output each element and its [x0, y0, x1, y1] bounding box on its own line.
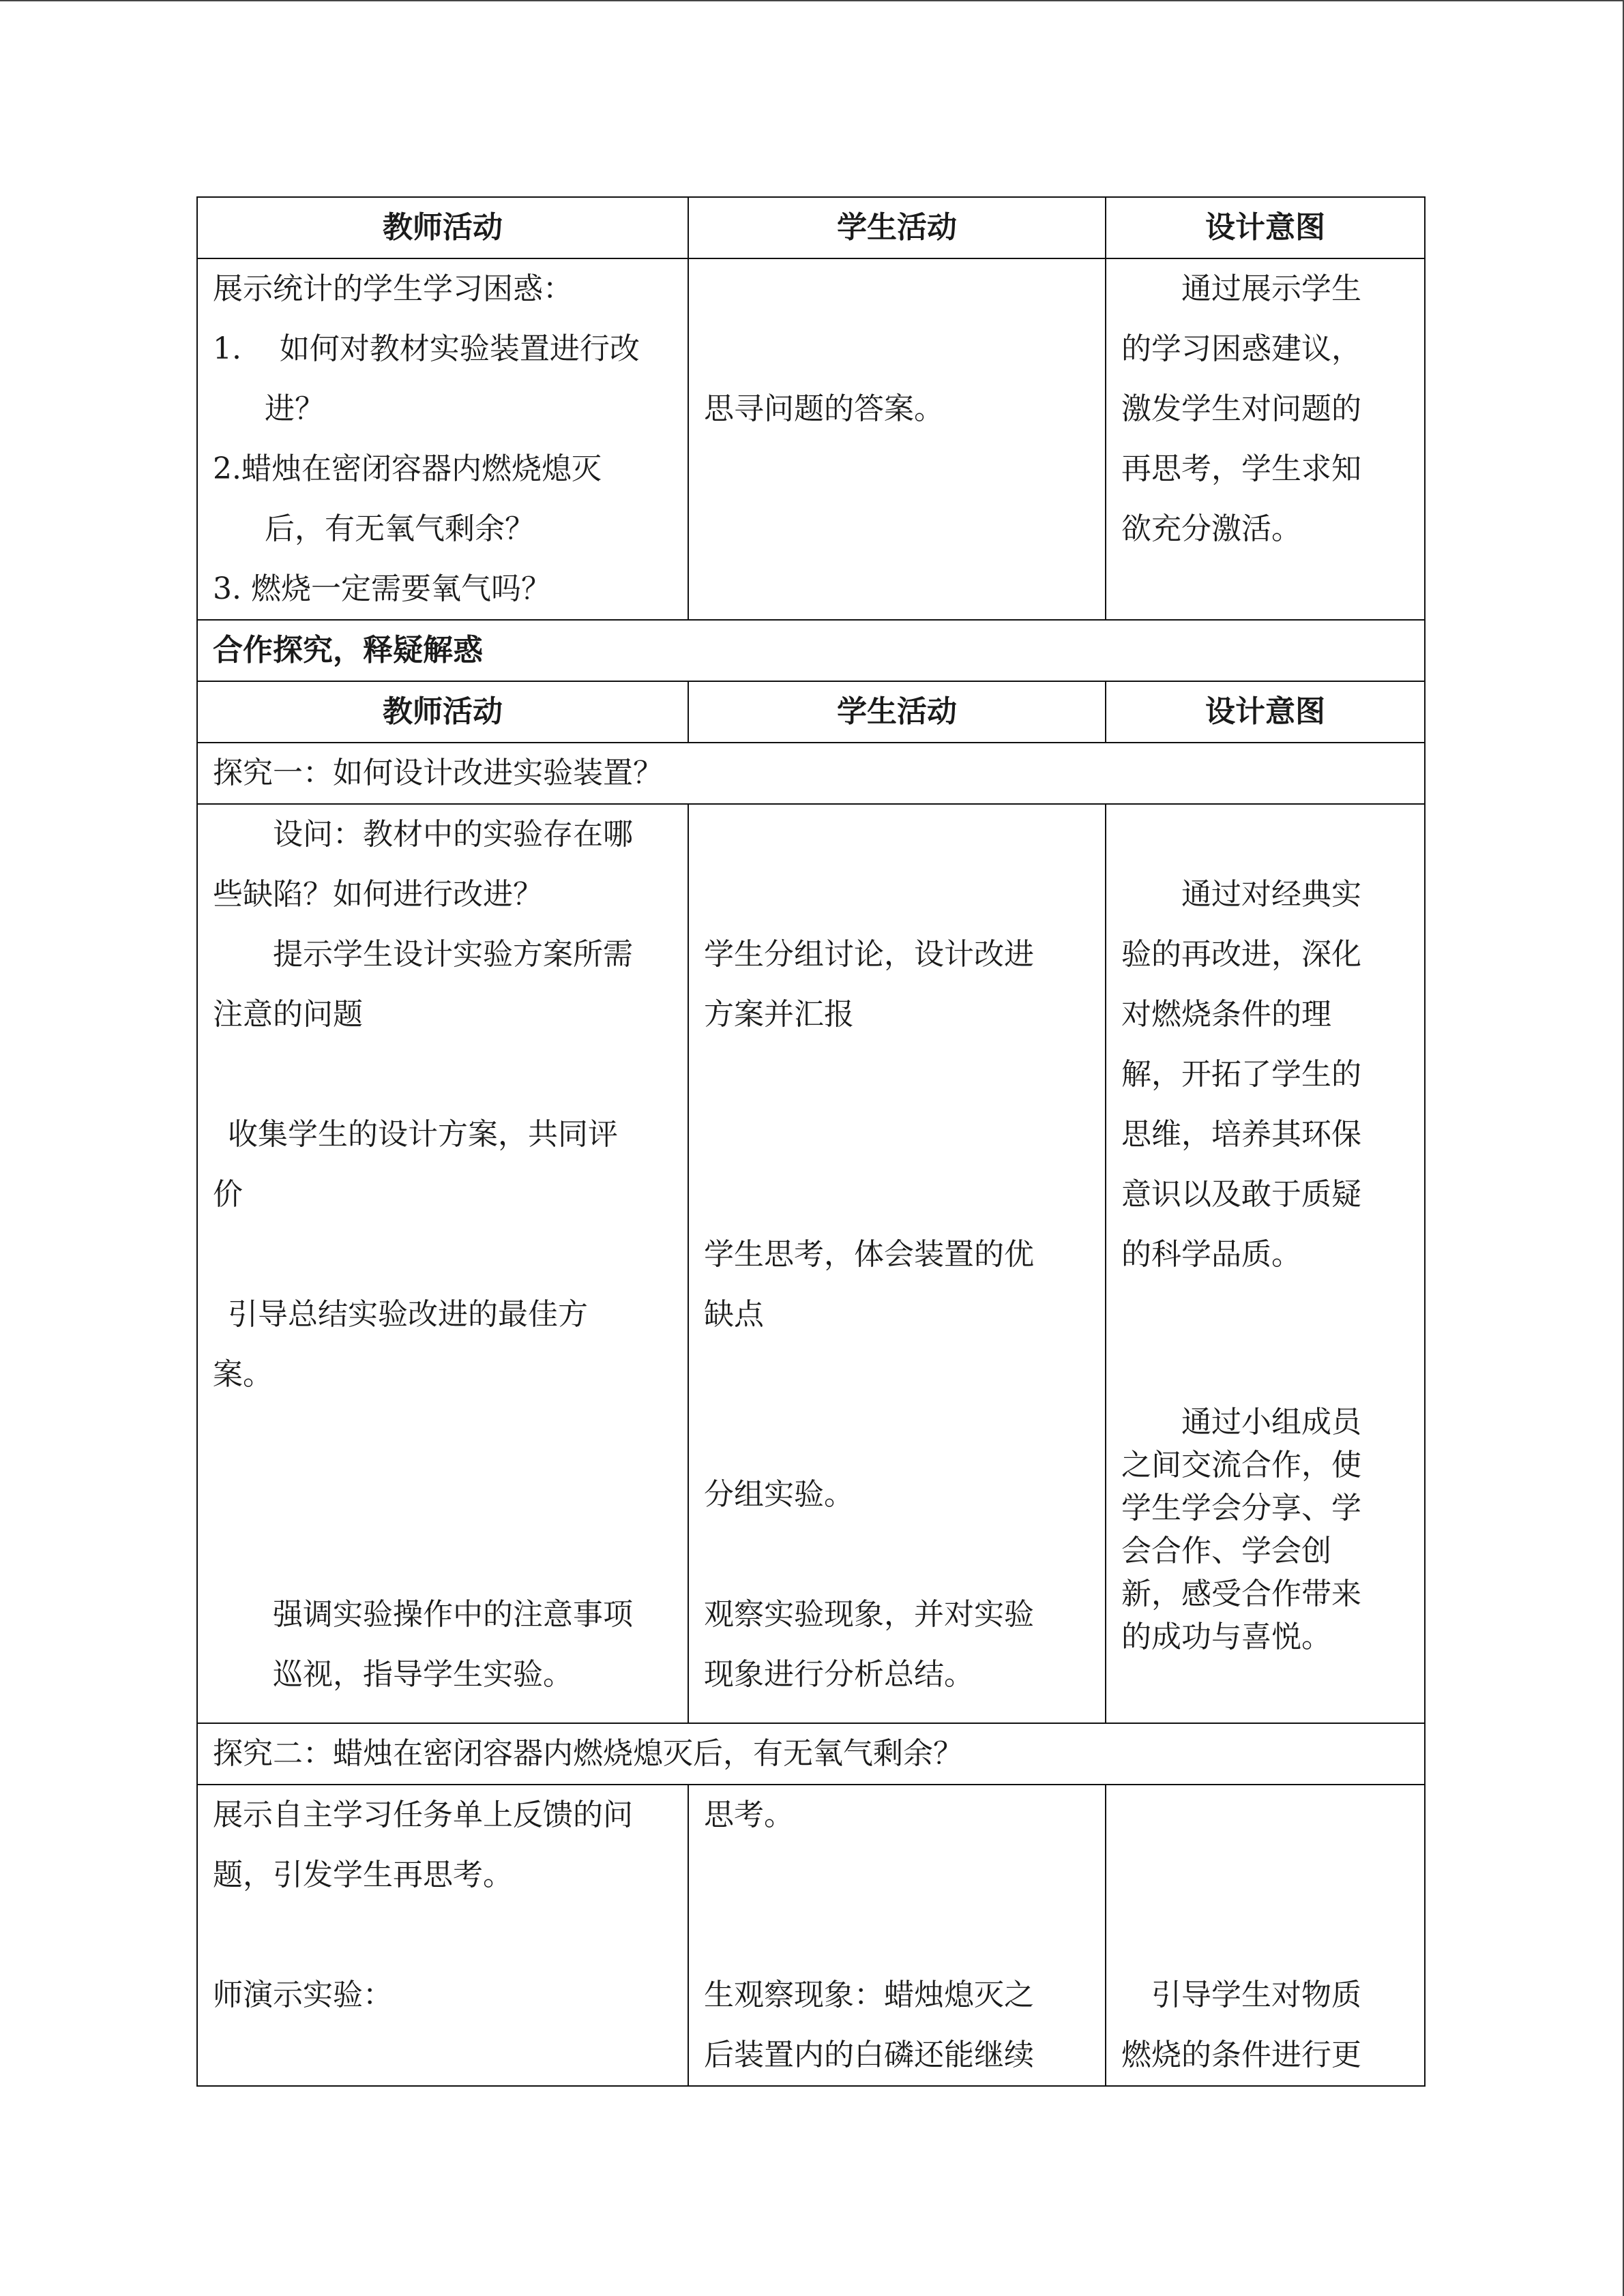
text-line: 通过对经典实 [1181, 877, 1361, 912]
text-line: 的科学品质。 [1121, 1237, 1301, 1272]
row1-intent-cell [1106, 258, 1425, 620]
text-line: 学生分组讨论，设计改进 [704, 937, 1034, 972]
text-line: 些缺陷？如何进行改进？ [213, 877, 543, 912]
explore2-intent-cell [1106, 1785, 1425, 2086]
text-line: 提示学生设计实验方案所需 [273, 937, 633, 972]
text-line: 巡视，指导学生实验。 [273, 1657, 573, 1692]
text-line: 师演示实验： [213, 1978, 393, 2012]
text-line: 思考。 [704, 1798, 794, 1832]
text-line: 后，有无氧气剩余？ [265, 511, 535, 546]
text-line: 收集学生的设计方案，共同评 [228, 1117, 618, 1152]
explore1-intent-cell [1106, 804, 1425, 1723]
text-line: 欲充分激活。 [1121, 511, 1301, 546]
text-line: 案。 [213, 1357, 273, 1392]
text-line: 解，开拓了学生的 [1121, 1057, 1361, 1092]
text-line: 学生学会分享、学 [1121, 1491, 1361, 1525]
text-line: 分组实验。 [704, 1477, 854, 1512]
explore2-row [197, 1785, 1425, 2086]
text-line: 会合作、学会创 [1121, 1534, 1331, 1568]
text-line: 价 [213, 1177, 243, 1212]
header-intent: 设计意图 [1106, 197, 1425, 258]
header-teacher: 教师活动 [197, 681, 688, 743]
header-row [197, 197, 1425, 258]
text-line: 的成功与喜悦。 [1121, 1620, 1331, 1654]
text-line: 进？ [265, 391, 325, 426]
lesson-plan-table [196, 196, 1426, 2087]
text-line: 题，引发学生再思考。 [213, 1858, 513, 1892]
text-line: 引导总结实验改进的最佳方 [228, 1297, 588, 1332]
header-intent: 设计意图 [1106, 681, 1425, 743]
header-student: 学生活动 [688, 681, 1106, 743]
text-line: 3. 燃烧一定需要氧气吗？ [213, 571, 551, 606]
row1-student-cell [688, 258, 1106, 620]
text-line: 意识以及敢于质疑 [1121, 1177, 1361, 1212]
row-confusions [197, 258, 1425, 620]
text-line: 激发学生对问题的 [1121, 391, 1361, 426]
text-line: 2.蜡烛在密闭容器内燃烧熄灭 [213, 451, 602, 486]
text-line: 后装置内的白磷还能继续 [704, 2038, 1034, 2072]
explore2-title-row [197, 1723, 1425, 1785]
header-row-2 [197, 681, 1425, 743]
explore1-title-row [197, 743, 1425, 804]
text-line: 对燃烧条件的理 [1121, 997, 1331, 1032]
text-line: 燃烧的条件进行更 [1121, 2038, 1361, 2072]
text-line: 通过小组成员 [1181, 1405, 1361, 1440]
text-line: 强调实验操作中的注意事项 [273, 1597, 633, 1632]
section-title: 合作探究，释疑解惑 [197, 620, 1425, 681]
text-line: 展示自主学习任务单上反馈的问 [213, 1798, 633, 1832]
page-top-border [0, 0, 1624, 1]
text-line: 通过展示学生 [1181, 271, 1361, 306]
text-line: 再思考，学生求知 [1121, 451, 1361, 486]
text-line: 新，感受合作带来 [1121, 1577, 1361, 1611]
text-line: 缺点 [704, 1297, 764, 1332]
text-line: 注意的问题 [213, 997, 363, 1032]
text-line: 学生思考，体会装置的优 [704, 1237, 1034, 1272]
explore2-title: 探究二：蜡烛在密闭容器内燃烧熄灭后，有无氧气剩余？ [197, 1723, 1425, 1785]
text-line: 思寻问题的答案。 [704, 391, 944, 426]
text-line: 观察实验现象，并对实验 [704, 1597, 1034, 1632]
text-line: 展示统计的学生学习困惑： [213, 271, 573, 306]
text-line: 设问：教材中的实验存在哪 [273, 817, 633, 852]
explore2-teacher-cell [197, 1785, 688, 2086]
explore1-row [197, 804, 1425, 1723]
header-teacher: 教师活动 [197, 197, 688, 258]
section-row [197, 620, 1425, 681]
text-line: 验的再改进，深化 [1121, 937, 1361, 972]
row1-teacher-cell [197, 258, 688, 620]
explore1-student-cell [688, 804, 1106, 1723]
explore2-student-cell [688, 1785, 1106, 2086]
text-line: 方案并汇报 [704, 997, 854, 1032]
header-student: 学生活动 [688, 197, 1106, 258]
text-line: 生观察现象：蜡烛熄灭之 [704, 1978, 1034, 2012]
text-line: 引导学生对物质 [1151, 1978, 1361, 2012]
text-line: 的学习困惑建议， [1121, 331, 1361, 366]
text-line: 现象进行分析总结。 [704, 1657, 974, 1692]
text-line: 1. 如何对教材实验装置进行改 [213, 331, 640, 366]
explore1-title: 探究一：如何设计改进实验装置？ [197, 743, 1425, 804]
explore1-teacher-cell [197, 804, 688, 1723]
text-line: 之间交流合作，使 [1121, 1448, 1361, 1482]
text-line: 思维，培养其环保 [1121, 1117, 1361, 1152]
